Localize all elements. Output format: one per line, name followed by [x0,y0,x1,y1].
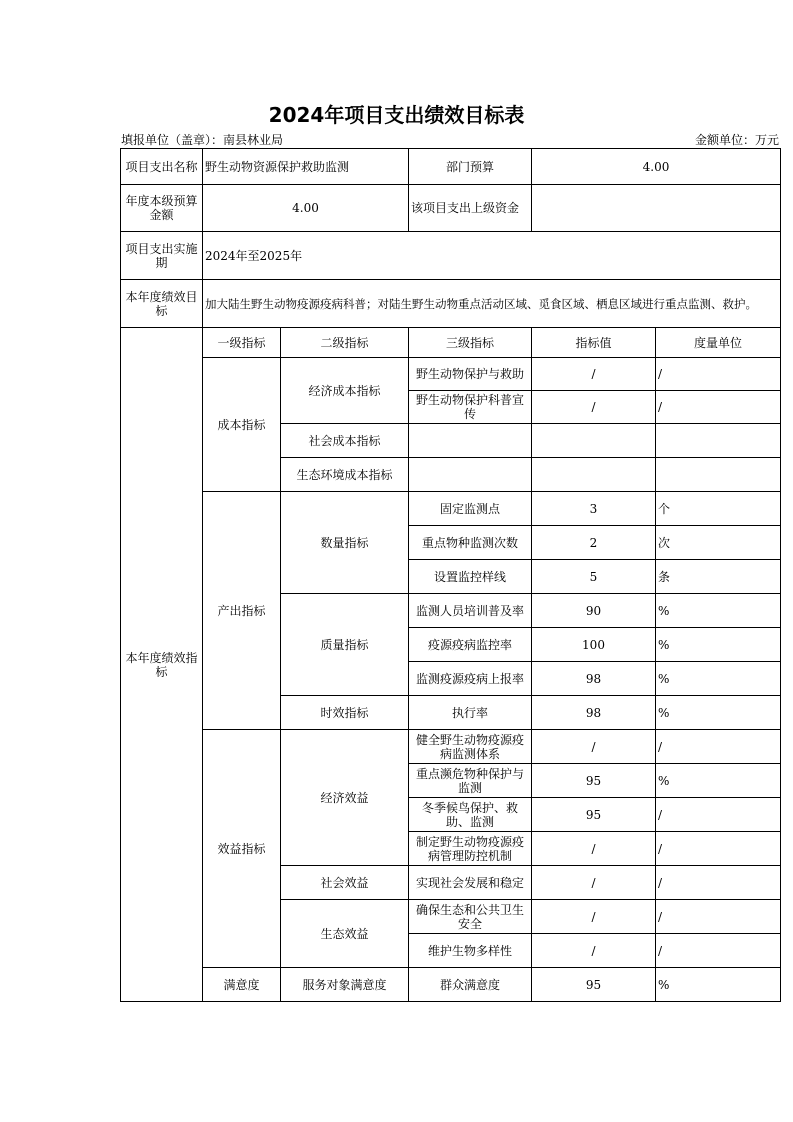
indicator-unit: % [656,968,781,1002]
fill-unit: 填报单位（盖章）：南县林业局 [121,133,284,147]
period-value: 2024年至2025年 [203,232,781,280]
satisfaction-level2-label: 服务对象满意度 [281,968,409,1002]
indicator-value [532,458,656,492]
indicator-name: 维护生物多样性 [409,934,532,968]
indicator-name: 监测疫源疫病上报率 [409,662,532,696]
indicator-name [409,458,532,492]
amount-unit: 金额单位：万元 [694,133,779,147]
indicator-value: / [532,900,656,934]
indicator-unit: % [656,696,781,730]
output-label: 产出指标 [203,492,281,730]
output-quantity-label: 数量指标 [281,492,409,594]
indicator-unit: 次 [656,526,781,560]
indicator-value: / [532,832,656,866]
upper-funds-value [532,185,781,232]
upper-funds-label: 该项目支出上级资金 [409,185,532,232]
header-row [121,328,781,358]
indicator-unit: 条 [656,560,781,594]
indicator-value [532,424,656,458]
indicator-unit: 个 [656,492,781,526]
cost-eco-label: 生态环境成本指标 [281,458,409,492]
table-row [121,730,781,764]
annual-budget-value: 4.00 [203,185,409,232]
indicator-name: 群众满意度 [409,968,532,1002]
page-title: 2024年项目支出绩效目标表 [268,103,525,127]
header-level1: 一级指标 [203,328,281,358]
performance-table [120,148,781,1002]
indicator-unit: / [656,900,781,934]
indicator-value: 2 [532,526,656,560]
indicator-name: 确保生态和公共卫生安全 [409,900,532,934]
annual-budget-label: 年度本级预算金额 [121,185,203,232]
indicator-value: / [532,866,656,900]
header-value: 指标值 [532,328,656,358]
header-unit: 度量单位 [656,328,781,358]
output-quality-label: 质量指标 [281,594,409,696]
indicator-name: 野生动物保护与救助 [409,358,532,391]
period-label: 项目支出实施期 [121,232,203,280]
dept-budget-value: 4.00 [532,149,781,185]
indicator-name: 实现社会发展和稳定 [409,866,532,900]
info-row-period [121,232,781,280]
indicator-section-label: 本年度绩效指标 [121,328,203,1002]
indicator-name: 疫源疫病监控率 [409,628,532,662]
indicator-value: / [532,730,656,764]
dept-budget-label: 部门预算 [409,149,532,185]
indicator-unit: / [656,730,781,764]
info-row-name [121,149,781,185]
indicator-value: 95 [532,798,656,832]
benefit-ecological-label: 生态效益 [281,900,409,968]
project-name-value: 野生动物资源保护救助监测 [203,149,409,185]
benefit-social-label: 社会效益 [281,866,409,900]
header-level2: 二级指标 [281,328,409,358]
indicator-name: 冬季候鸟保护、救助、监测 [409,798,532,832]
indicator-name: 野生动物保护科普宣传 [409,391,532,424]
indicator-unit: % [656,764,781,798]
indicator-name [409,424,532,458]
indicator-unit: / [656,391,781,424]
indicator-name: 重点物种监测次数 [409,526,532,560]
indicator-unit: % [656,662,781,696]
indicator-unit: / [656,832,781,866]
indicator-value: 90 [532,594,656,628]
goal-value: 加大陆生野生动物疫源疫病科普；对陆生野生动物重点活动区域、觅食区域、栖息区域进行重点监测、救护。 [203,280,781,328]
table-row [121,492,781,526]
indicator-value: 98 [532,662,656,696]
info-row-budget [121,185,781,232]
indicator-unit: / [656,358,781,391]
indicator-value: / [532,391,656,424]
indicator-value: / [532,358,656,391]
indicator-name: 执行率 [409,696,532,730]
indicator-name: 制定野生动物疫源疫病管理防控机制 [409,832,532,866]
table-row [121,968,781,1002]
indicator-name: 固定监测点 [409,492,532,526]
indicator-name: 健全野生动物疫源疫病监测体系 [409,730,532,764]
satisfaction-label: 满意度 [203,968,281,1002]
header-level3: 三级指标 [409,328,532,358]
indicator-unit [656,458,781,492]
indicator-unit: / [656,934,781,968]
indicator-value: 3 [532,492,656,526]
indicator-value: 95 [532,968,656,1002]
table-row [121,358,781,391]
output-time-label: 时效指标 [281,696,409,730]
goal-label: 本年度绩效目标 [121,280,203,328]
indicator-unit [656,424,781,458]
indicator-value: 5 [532,560,656,594]
cost-label: 成本指标 [203,358,281,492]
indicator-value: 100 [532,628,656,662]
indicator-value: 98 [532,696,656,730]
indicator-unit: / [656,866,781,900]
indicator-name: 重点濒危物种保护与监测 [409,764,532,798]
info-row-goal [121,280,781,328]
indicator-name: 监测人员培训普及率 [409,594,532,628]
project-name-label: 项目支出名称 [121,149,203,185]
indicator-value: / [532,934,656,968]
indicator-name: 设置监控样线 [409,560,532,594]
indicator-unit: % [656,594,781,628]
indicator-unit: / [656,798,781,832]
indicator-value: 95 [532,764,656,798]
indicator-unit: % [656,628,781,662]
benefit-label: 效益指标 [203,730,281,968]
benefit-economic-label: 经济效益 [281,730,409,866]
cost-social-label: 社会成本指标 [281,424,409,458]
cost-economic-label: 经济成本指标 [281,358,409,424]
